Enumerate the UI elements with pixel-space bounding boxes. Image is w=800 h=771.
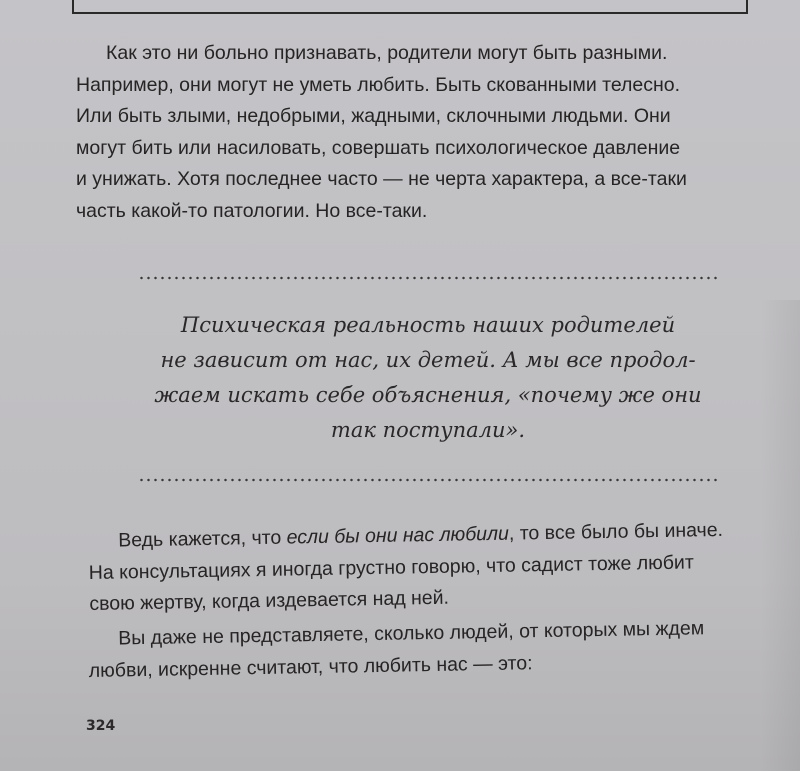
quote-line: жаем искать себе объяснения, «почему же они	[154, 383, 702, 407]
paragraph-parents	[76, 38, 776, 227]
quote-line: Психическая реальность наших родителей	[180, 313, 676, 337]
text-line: Как это ни больно признавать, родители могут быть разными.	[106, 42, 668, 64]
quote-line: не зависит от нас, их детей. А мы все продол-	[160, 348, 696, 372]
text-line: Вы даже не представляете, сколько людей, от которых мы ждем	[118, 617, 705, 650]
previous-box-border	[72, 0, 748, 14]
italic-phrase: если бы они нас любили	[286, 522, 510, 549]
text-line: любви, искренне считают, что любить нас — это:	[88, 651, 533, 682]
pull-quote	[138, 308, 718, 448]
text-line: Например, они могут не уметь любить. Быть скованными телесно.	[76, 73, 681, 96]
text-line: Или быть злыми, недобрыми, жадными, склочными людьми. Они	[76, 105, 671, 127]
dotted-divider-top	[138, 276, 718, 280]
text-run: Ведь кажется, что	[118, 526, 287, 552]
text-line: могут бить или насиловать, совершать психологическое давление	[76, 136, 681, 159]
text-line: часть какой-то патологии. Но все-таки.	[76, 199, 428, 222]
quote-line: так поступали».	[330, 418, 526, 442]
text-line: На консультациях я иногда грустно говорю, что садист тоже любит	[88, 550, 694, 584]
text-run: , то все было бы иначе.	[508, 518, 724, 545]
dotted-divider-bottom	[138, 478, 718, 482]
text-line: свою жертву, когда издевается над ней.	[89, 586, 450, 615]
paragraph-people	[88, 612, 789, 687]
page-number: 324	[86, 718, 116, 734]
text-line: и унижать. Хотя последнее часто — не черта характера, а все-таки	[76, 168, 687, 190]
paragraph-love	[88, 514, 790, 621]
